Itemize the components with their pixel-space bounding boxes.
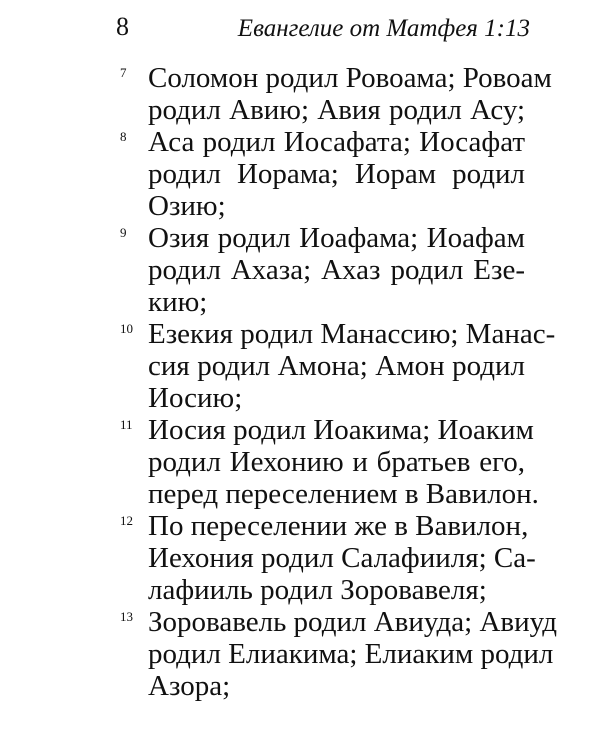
- verse-line: кию;: [148, 286, 208, 318]
- verse-line: родил Иехонию и братьев его,: [148, 446, 525, 478]
- verse-line: Иосия родил Иоакима; Иоаким: [148, 414, 534, 446]
- verse-line: Озию;: [148, 190, 226, 222]
- verse-line: Иосию;: [148, 382, 243, 414]
- verse-line: Азора;: [148, 670, 231, 702]
- verse-line: перед переселением в Вавилон.: [148, 478, 539, 510]
- verse-number: 7: [120, 65, 127, 80]
- verse-number: 8: [120, 129, 127, 144]
- verse-number: 12: [120, 513, 133, 528]
- verse-line: Аса родил Иосафата; Иосафат: [148, 126, 525, 158]
- verse-line: Соломон родил Ровоама; Ровоам: [148, 62, 552, 94]
- verse-line: сия родил Амона; Амон родил: [148, 350, 525, 382]
- verse-line: Иехония родил Салафииля; Са-: [148, 542, 536, 574]
- page-number: 8: [116, 12, 129, 41]
- verse-line: родил Ахаза; Ахаз родил Езе-: [148, 254, 525, 286]
- verse-line: родил Иорама; Иорам родил: [148, 158, 525, 190]
- verse-line: Зоровавель родил Авиуда; Авиуд: [148, 606, 558, 638]
- verse-line: родил Елиакима; Елиаким родил: [148, 638, 554, 670]
- page-header: [0, 0, 600, 46]
- verse-line: лафииль родил Зоровавеля;: [148, 574, 487, 606]
- running-head: Евангелие от Матфея 1:13: [237, 15, 530, 42]
- verse-line: родил Авию; Авия родил Асу;: [148, 94, 525, 126]
- verse-number: 11: [120, 417, 133, 432]
- verse-number: 9: [120, 225, 127, 240]
- verse-number: 13: [120, 609, 133, 624]
- verse-line: Озия родил Иоафама; Иоафам: [148, 222, 525, 254]
- verse-line: Езекия родил Манассию; Манас-: [148, 318, 556, 350]
- verse-line: По переселении же в Вавилон,: [148, 510, 529, 542]
- verse-number: 10: [120, 321, 133, 336]
